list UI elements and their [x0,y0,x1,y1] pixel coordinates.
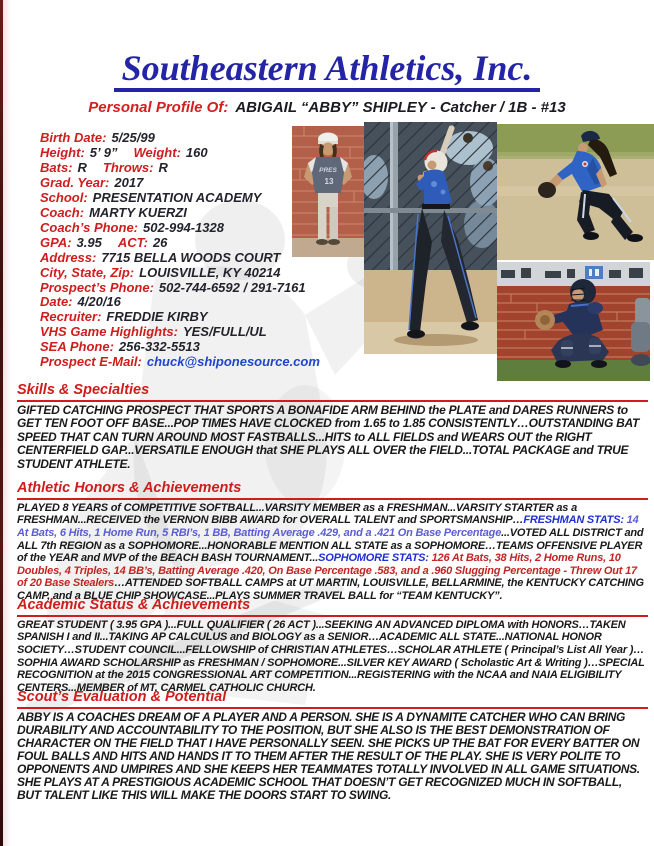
field-vhs-highlights: VHS Game Highlights: YES/FULL/UL [40,324,267,340]
field-prospect-phone: Prospect’s Phone: 502-744-6592 / 291-7161 [40,279,306,295]
field-address: Address: 7715 BELLA WOODS COURT [40,249,281,265]
prospect-name: ABIGAIL “ABBY” SHIPLEY - Catcher / 1B - #13 [235,99,566,116]
personal-info-block [40,131,320,370]
athletic-heading: Athletic Honors & Achievements [17,481,648,500]
profile-of-line [0,99,654,116]
field-date: Date: 4/20/16 [40,294,121,310]
field-city-state-zip: City, State, Zip: LOUISVILLE, KY 40214 [40,264,281,280]
sophomore-stats-values: 126 At Bats, 38 Hits, 2 Home Runs, 10 Doubles, 4 Triples, 14 BB’s, Batting Average .420, On Base Percentage .583, and a .960 Slugging Percentage - Threw Out 17 of 20 Base Stealers [17,552,637,590]
field-height-weight: Height: 5’ 9” Weight: 160 [40,144,208,160]
field-birth-date: Birth Date: 5/25/99 [40,130,155,145]
section-athletic-honors [17,481,648,602]
section-scout-evaluation [17,690,648,802]
jersey-number: 13 [324,177,334,186]
scout-body-text: ABBY IS A COACHES DREAM OF A PLAYER AND A PERSON. SHE IS A DYNAMITE CATCHER WHO CAN BRING DURABILITY AND ACCOUNTABILITY TO THE POSITION, BUT SHE ALSO IS THE BEST DEMONSTRATION OF CHARACTER ON THE FIELD THAT I HAVE PERSONALLY SEEN. SHE PICKS UP THE BAT FOR EVERY BATTER ON FOUL BALLS AND HITS AND HANDS IT TO THEM AFTER THE RESULT OF THE PLAY. SHE IS VERY POLITE TO OPPONENTS AND UMPIRES AND SHE KEEPS HER TEAMMATES TOTALLY INVOLVED IN ALL GAME SITUATIONS. SHE PLAYS AT A PRESTIGIOUS ACADEMIC SCHOOL THAT DOESN’T GET RECOGNIZED MUCH IN SOFTBALL, BUT TALENT LIKE THIS WILL MAKE THE DOORS START TO SWING. [17,709,640,802]
profile-of-label: Personal Profile Of: [88,99,229,116]
scan-left-shadow [3,0,11,846]
field-prospect-email: Prospect E-Mail: chuck@shiponesource.com [40,354,320,370]
field-bats-throws: Bats: R Throws: R [40,159,168,175]
jersey-school-text: PRES [319,167,337,174]
field-school: School: PRESENTATION ACADEMY [40,189,262,205]
skills-heading: Skills & Specialties [17,383,648,402]
sophomore-stats-label: SOPHOMORE STATS: [318,552,429,565]
photo-batting-action [364,122,497,354]
academic-heading: Academic Status & Achievements [17,598,648,617]
field-gpa-act: GPA: 3.95 ACT: 26 [40,234,168,250]
freshman-stats-values: 14 At Bats, 6 Hits, 1 Home Run, 5 RBI’s, 1 BB, Batting Average .429, and a .421 On Base Percentage [17,514,639,540]
photo-fielding-action [497,124,654,260]
section-skills-specialties [17,383,648,471]
scout-heading: Scout’s Evaluation & Potential [17,690,648,709]
freshman-stats-label: FRESHMAN STATS: [523,514,624,527]
academic-body-text: GREAT STUDENT ( 3.95 GPA )...FULL QUALIFIER ( 26 ACT )...SEEKING AN ADVANCED DIPLOMA with HONORS…TAKEN SPANISH I and II...TAKING AP CALCULUS and BIOLOGY as a SENIOR…ACADEMIC ALL STATE...NATIONAL HONOR SOCIETY…STUDENT COUNCIL...FELLOWSHIP of CHRISTIAN ATHLETES…SCHOLAR ATHLETE ( Principal’s List All Year )…SOPHIA AWARD SCHOLARSHIP as FRESHMAN / SOPHOMORE...SILVER KEY AWARD ( Scholastic Art & Writing )…SPECIAL RECOGNITION at the 2015 CONGRESSIONAL ART COMPETITION...REGISTERING with the NCAA and NAIA ELIGIBILITY CENTERS...MEMBER of MT. CARMEL CATHOLIC CHURCH. [17,618,645,694]
athletic-body-text: PLAYED 8 YEARS of COMPETITIVE SOFTBALL...VARSITY MEMBER as a FRESHMAN...VARSITY STARTER as a FRESHMAN...RECEIVED the VERNON BIBB AWARD for OVERALL TALENT and SPORTSMANSHIP…FRESHMAN STATS: 14 At Bats, 6 Hits, 1 Home Run, 5 RBI’s, 1 BB, Batting Average .429, and a .421 On Base Percentage...VOTED ALL DISTRICT and ALL 7th REGION as a SOPHOMORE...HONORABLE MENTION ALL STATE as a SOPHOMORE…TEAMS OFFENSIVE PLAYER of the YEAR and MVP of the BEACH BASH TOURNAMENT...SOPHOMORE STATS: 126 At Bats, 38 Hits, 2 Home Runs, 10 Doubles, 4 Triples, 14 BB’s, Batting Average .420, On Base Percentage .583, and a .960 Slugging Percentage - Threw Out 17 of 20 Base Stealers…ATTENDED SOFTBALL CAMPS at UT MARTIN, LOUISVILLE, BELLARMINE, the KENTUCKY CATCHING CAMP, and a BLUE CHIP SHOWCASE...PLAYS SUMMER TRAVEL BALL for “TEAM KENTUCKY”. [17,501,644,602]
field-grad-year: Grad. Year: 2017 [40,174,144,190]
photo-catching-action [497,262,650,381]
photo-portrait-brick-wall [292,126,364,257]
prospect-email-link[interactable]: chuck@shiponesource.com [146,354,320,370]
field-coach: Coach: MARTY KUERZI [40,204,187,220]
field-sea-phone: SEA Phone: 256-332-5513 [40,339,200,355]
skills-body-text: GIFTED CATCHING PROSPECT THAT SPORTS A BONAFIDE ARM BEHIND the PLATE and DARES RUNNERS to GET TEN FOOT OFF BASE...POP TIMES HAVE CLOCKED from 1.65 to 1.85 CONSISTENTLY…OUTSTANDING BAT SPEED THAT CAN TURN AROUND MOST FASTBALLS...HITS to ALL FIELDS and WEARS OUT the RIGHT CENTERFIELD GAP...VERSATILE ENOUGH that SHE PLAYS ALL OVER the FIELD...TOTAL PACKAGE and TRUE STUDENT ATHLETE. [17,402,640,471]
field-recruiter: Recruiter: FREDDIE KIRBY [40,309,208,325]
page-title: Southeastern Athletics, Inc. [114,49,541,92]
section-academic-status [17,598,648,694]
field-coach-phone: Coach’s Phone: 502-994-1328 [40,219,224,235]
